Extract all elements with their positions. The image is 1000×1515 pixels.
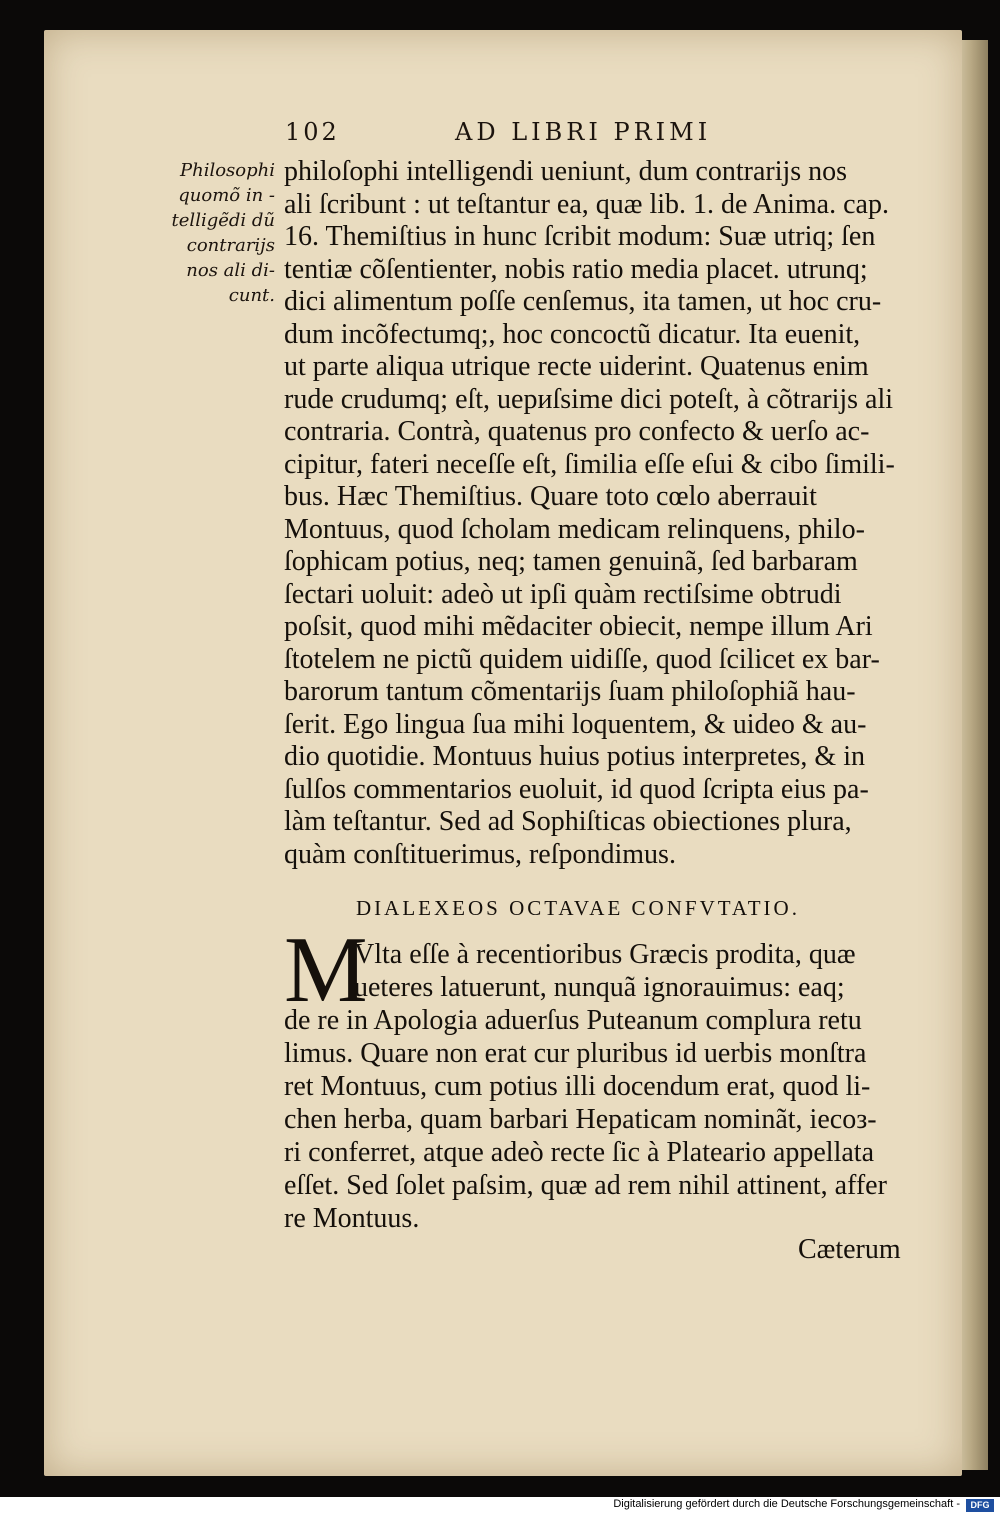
- marginal-note-line: Philosophi: [179, 160, 275, 181]
- text-line: poſsit, quod mihi mẽdaciter obiecit, nempe illum Ari: [284, 611, 873, 642]
- text-line: ſectari uoluit: adeò ut ipſi quàm rectiſsime obtrudi: [284, 578, 842, 610]
- dfg-logo[interactable]: DFG: [966, 1499, 994, 1512]
- text-line: 16. Themiſtius in hunc ſcribit modum: Suæ utriq; ſen: [284, 221, 876, 252]
- text-line: limus. Quare non erat cur pluribus id uerbis monſtra: [284, 1038, 867, 1069]
- text-line: eſſet. Sed ſolet paſsim, quæ ad rem nihil attinent, affer: [284, 1170, 887, 1201]
- text-line: ſophicam potius, neq; tamen genuinã, ſed barbaram: [284, 546, 858, 577]
- text-line: rude crudumq; eſt, uериſsime dici poteſt, à cõtrarijs ali: [284, 383, 894, 415]
- marginal-note-line: contrarijs: [186, 235, 275, 256]
- text-line: bus. Hæc Themiſtius. Quare toto cœlo aberrauit: [284, 481, 817, 512]
- text-line: ali ſcribunt : ut teſtantur ea, quæ lib. 1. de Anima. cap.: [284, 188, 889, 220]
- second-paragraph: [284, 938, 924, 1235]
- text-line: re Montuus.: [284, 1203, 420, 1234]
- text-line: dum incõfectumq;, hoc concoctũ dicatur. Ita euenit,: [284, 318, 861, 350]
- drop-cap-initial: M: [284, 918, 368, 1022]
- page-number: 102: [285, 118, 340, 146]
- running-head: [285, 118, 925, 158]
- main-paragraph: [284, 156, 924, 871]
- marginal-note: [150, 158, 275, 308]
- page-edge: [960, 40, 988, 1470]
- marginal-note-line: telligẽdi dũ: [171, 210, 275, 231]
- text-line: cipitur, fateri neceſſe eſt, ſimilia eſſe eſui & cibo ſimili-: [284, 448, 895, 480]
- text-line: de re in Apologia aduerſus Puteanum complura retu: [284, 1005, 862, 1036]
- catchword: Cæterum: [798, 1234, 901, 1265]
- text-line: chen herba, quam barbari Hepaticam nominãt, iecoз-: [284, 1104, 877, 1135]
- digitization-footer: [0, 1497, 1000, 1515]
- marginal-note-line: cunt.: [228, 285, 275, 306]
- running-head-title: AD LIBRI PRIMI: [455, 118, 712, 146]
- text-line: ſulſos commentarios euoluit, id quod ſcripta eius pa-: [284, 773, 869, 805]
- section-heading: DIALEXEOS OCTAVAE CONFVTATIO.: [356, 896, 800, 920]
- footer-credit: Digitalisierung gefördert durch die Deutsche Forschungsgemeinschaft -: [613, 1498, 960, 1510]
- text-line: làm teſtantur. Sed ad Sophiſticas obiectiones plura,: [284, 806, 852, 837]
- text-line: ſerit. Ego lingua ſua mihi loquentem, & uideo & au-: [284, 708, 867, 740]
- text-line: philoſophi intelligendi ueniunt, dum contrarijs nos: [284, 156, 848, 187]
- text-line: ret Montuus, cum potius illi docendum erat, quod li-: [284, 1071, 871, 1102]
- marginal-note-line: quomõ in -: [178, 185, 275, 206]
- text-line: barorum tantum cõmentarijs ſuam philoſophiã hau-: [284, 676, 856, 707]
- text-line: tentiæ cõſentienter, nobis ratio media placet. utrunq;: [284, 253, 868, 285]
- text-line: contraria. Contrà, quatenus pro confecto & uerſo ac-: [284, 416, 870, 447]
- text-line: ri conferret, atque adeò recte ſic à Plateario appellata: [284, 1137, 874, 1168]
- text-line: Montuus, quod ſcholam medicam relinquens, philo-: [284, 513, 865, 545]
- text-line: quàm conſtituerimus, reſpondimus.: [284, 838, 676, 870]
- text-line: ueteres latuerunt, nunquã ignorauimus: eaq;: [354, 972, 845, 1003]
- text-line: Vlta eſſe à recentioribus Græcis prodita, quæ: [354, 939, 856, 970]
- text-line: ſtotelem ne pictũ quidem uidiſſe, quod ſcilicet ex bar-: [284, 643, 880, 675]
- marginal-note-line: nos ali di-: [186, 260, 275, 281]
- text-line: dici alimentum poſſe cenſemus, ita tamen, ut hoc cru-: [284, 286, 882, 317]
- text-line: ut parte aliqua utrique recte uiderint. Quatenus enim: [284, 351, 869, 382]
- text-line: dio quotidie. Montuus huius potius interpretes, & in: [284, 741, 865, 772]
